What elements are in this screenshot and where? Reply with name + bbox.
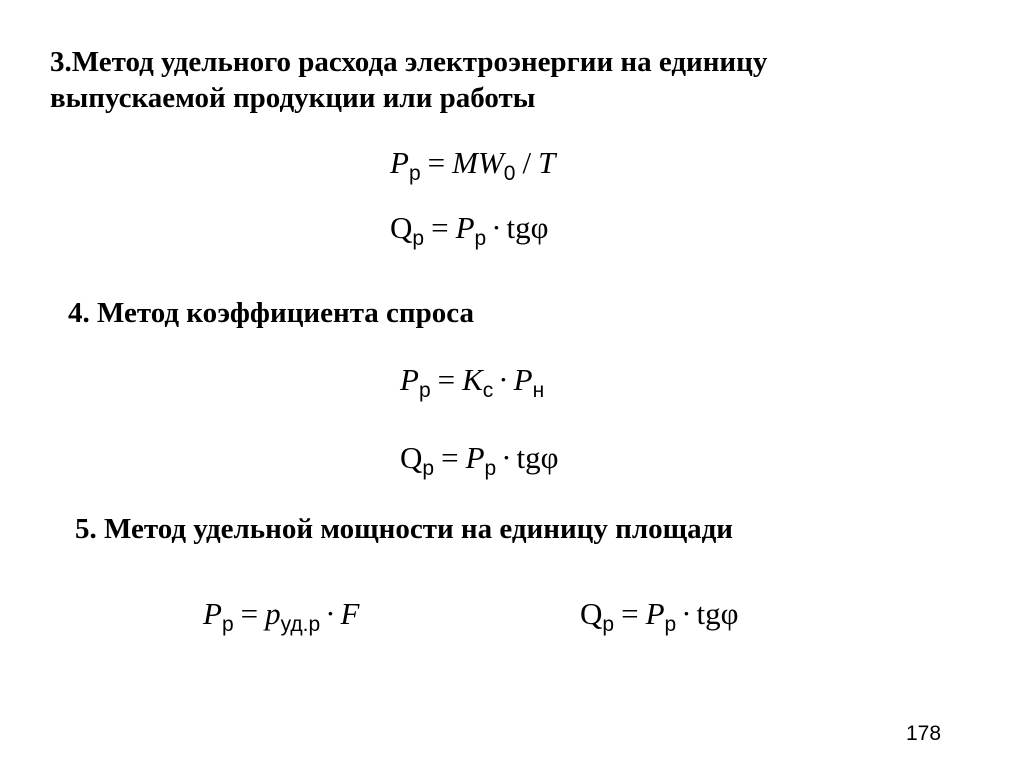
- section-3-title: [50, 44, 767, 116]
- formula-qp-pp-tg-2: $Q_р = P_р \cdot tg\varphi$: [400, 440, 559, 480]
- section-4-title: 4. Метод коэффициента спроса: [68, 297, 474, 329]
- section-3-title-line1: 3.Метод удельного расхода электроэнергии на единицу: [50, 46, 768, 78]
- formula-pp-kc-pn: $P_р = K_с \cdot P_н$: [400, 362, 545, 402]
- section-3-title-line2: выпускаемой продукции или работы: [50, 82, 536, 114]
- formula-pp-mw0-t: $P_р = MW_0 / T$: [390, 145, 556, 185]
- formula-qp-pp-tg-3: $Q_р = P_р \cdot tg\varphi$: [580, 596, 739, 636]
- page-number: 178: [906, 722, 942, 745]
- formula-qp-pp-tg-1: $Q_р = P_р \cdot tg\varphi$: [390, 210, 549, 250]
- formula-pp-pudp-f: $P_р = p_{уд.р} \cdot F$: [203, 596, 360, 636]
- section-5-title: 5. Метод удельной мощности на единицу площади: [75, 513, 733, 545]
